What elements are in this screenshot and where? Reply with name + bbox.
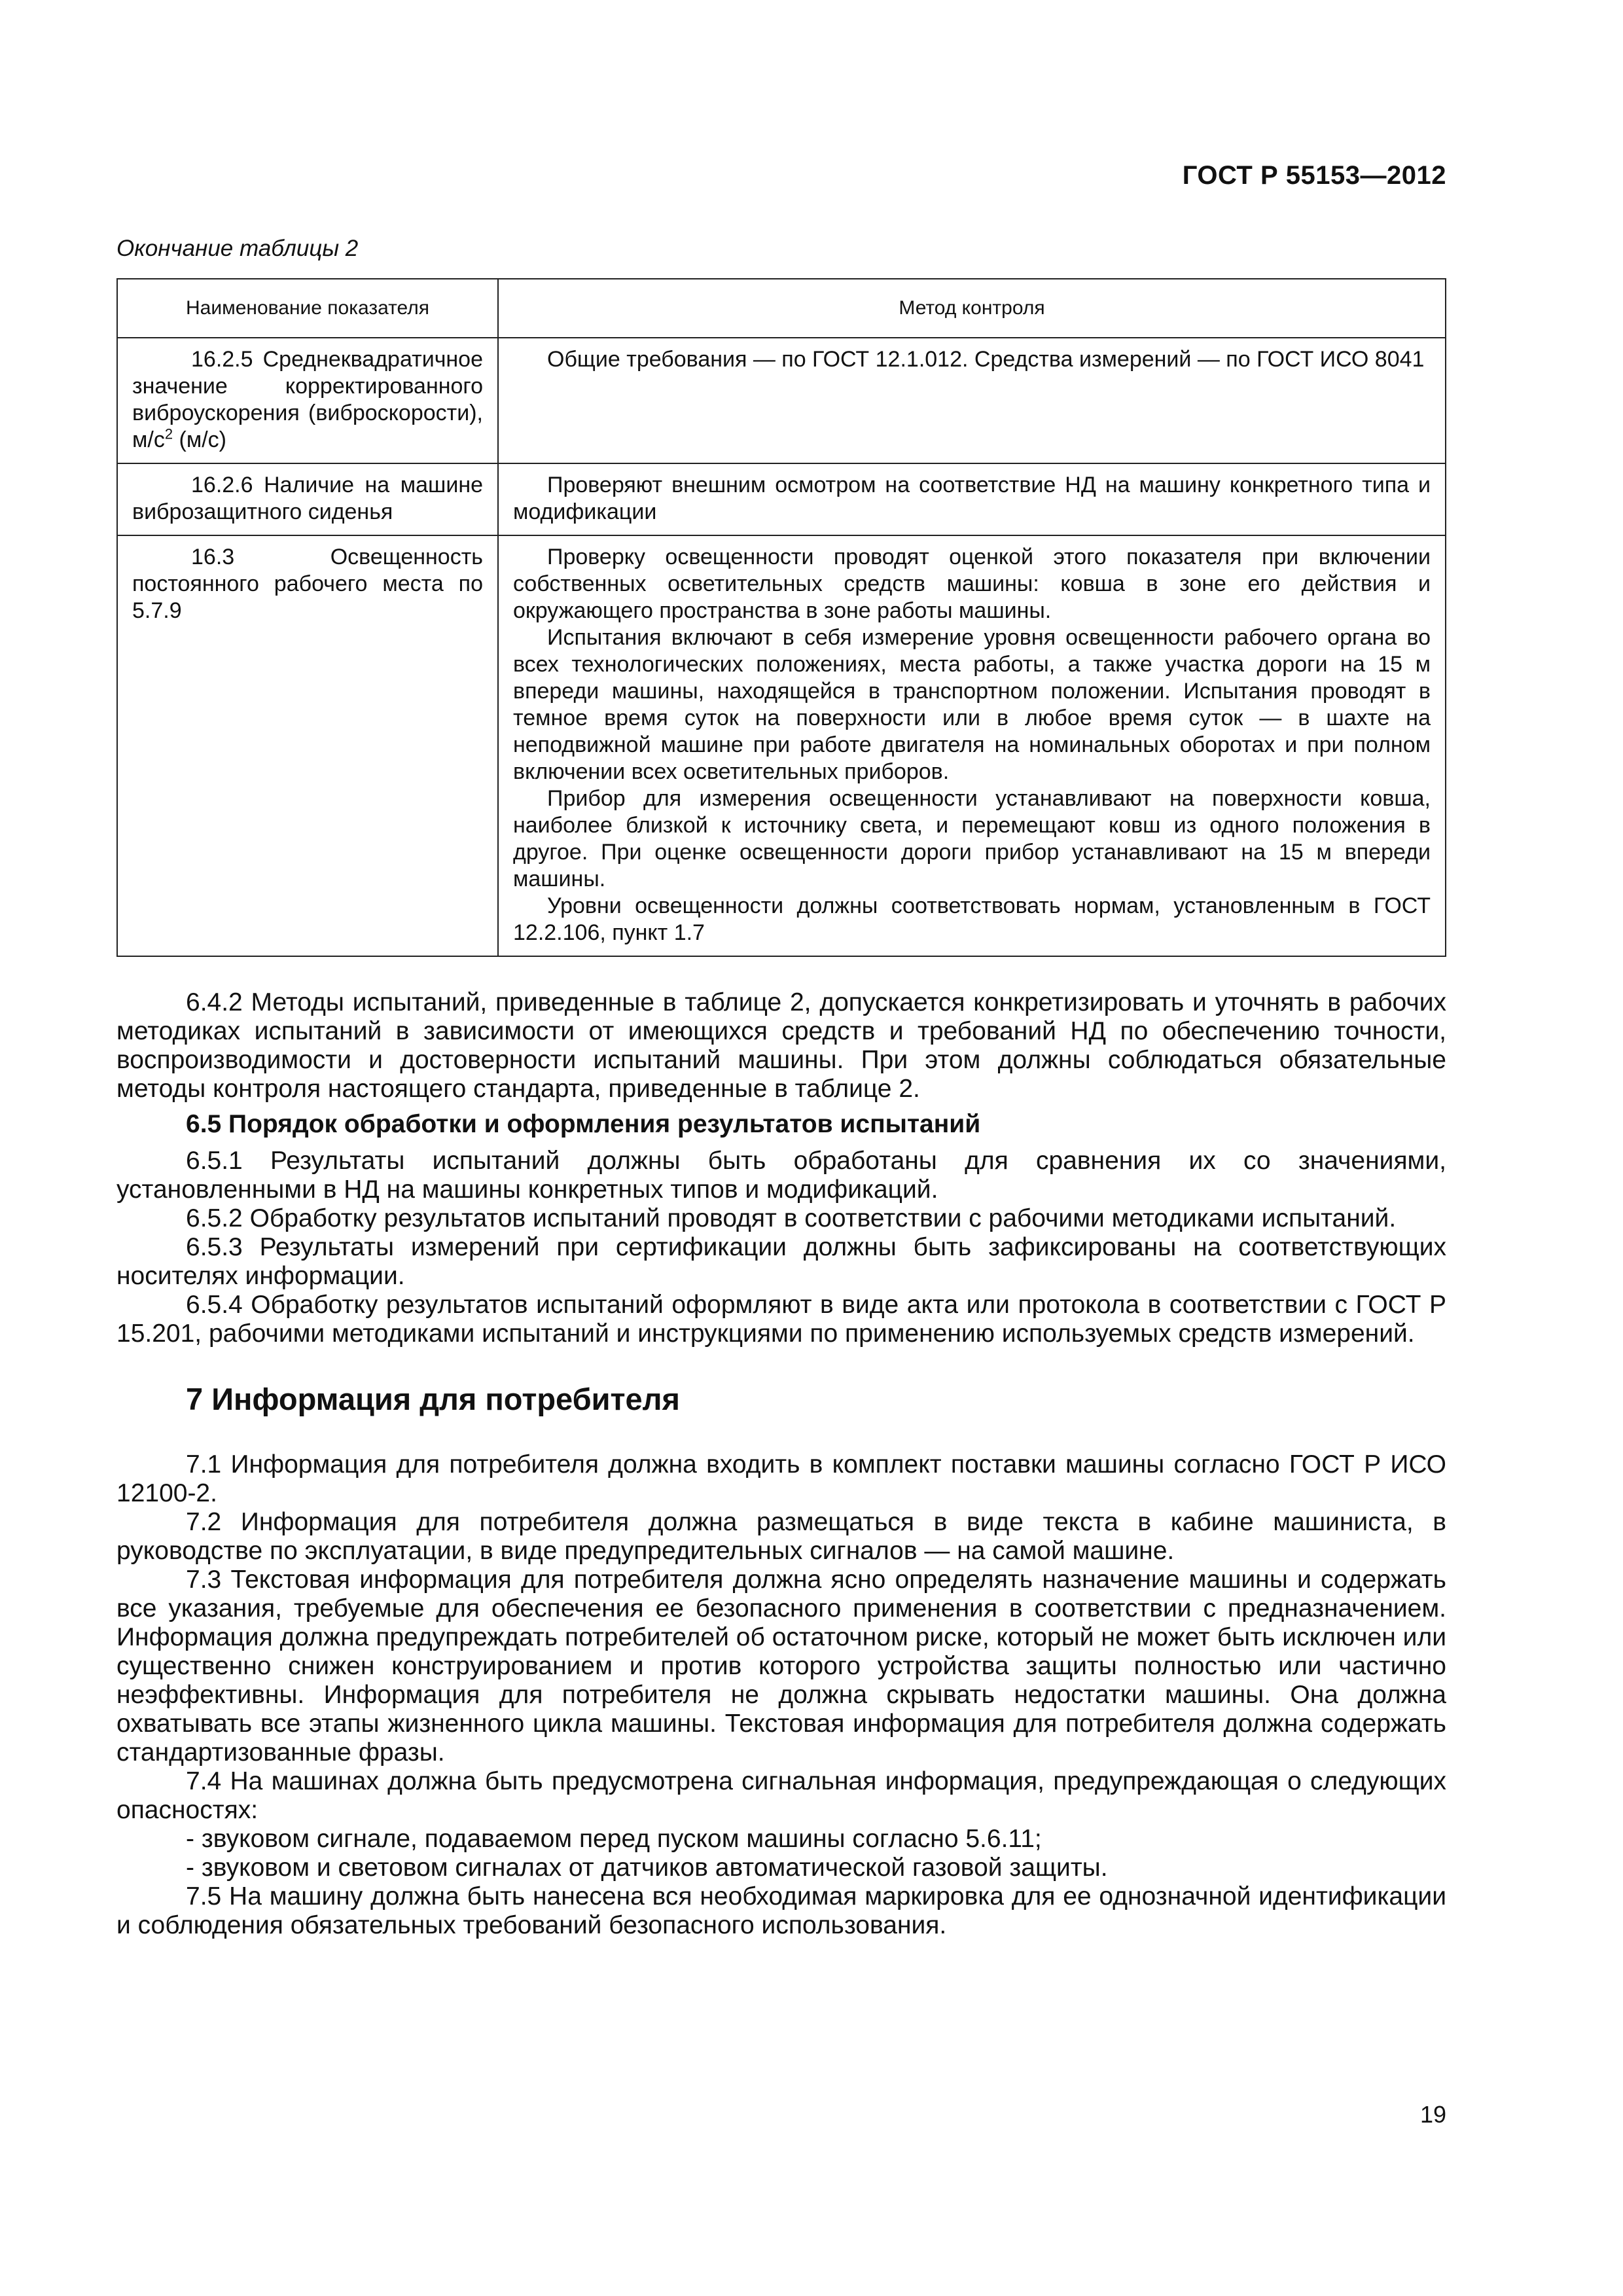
body-text [116, 988, 1446, 1940]
method-paragraph: Прибор для измерения освещенности устанавливают на поверхности ковша, наиболее близкой к источнику света, и перемещают ковш из одного положения в другое. При оценке освещенности дороги прибор устанавливают на 15 м впереди машины. [513, 786, 1431, 891]
paragraph-6-5-2: 6.5.2 Обработку результатов испытаний проводят в соответствии с рабочими методиками испытаний. [186, 1204, 1397, 1232]
paragraph-6-5-3: 6.5.3 Результаты измерений при сертификации должны быть зафиксированы на соответствующих носителях информации. [116, 1233, 1446, 1290]
paragraph-6-5-1: 6.5.1 Результаты испытаний должны быть обработаны для сравнения их со значениями, установленными в НД на машины конкретных типов и модификаций. [116, 1147, 1446, 1204]
paragraph-6-4-2: 6.4.2 Методы испытаний, приведенные в таблице 2, допускается конкретизировать и уточнять в рабочих методиках испытаний в зависимости от имеющихся средств и требований НД по обеспечению точности, воспроизводимости и достоверности испытаний машины. При этом должны соблюдаться обязательные методы контроля настоящего стандарта, приведенные в таблице 2. [116, 988, 1446, 1103]
indicator-cell: 16.2.6 Наличие на машине виброзащитного сиденья [117, 463, 498, 535]
control-methods-table [116, 278, 1446, 957]
method-cell [498, 535, 1446, 956]
method-paragraph: Проверяют внешним осмотром на соответствие НД на машину конкретного типа и модификации [513, 473, 1431, 524]
list-item: - звуковом сигнале, подаваемом перед пуском машины согласно 5.6.11; [186, 1825, 1042, 1853]
paragraph-7-1: 7.1 Информация для потребителя должна входить в комплект поставки машины согласно ГОСТ Р ИСО 12100-2. [116, 1450, 1446, 1507]
table-row [117, 535, 1446, 956]
method-paragraph: Проверку освещенности проводят оценкой этого показателя при включении собственных осветительных средств машины: ковша в зоне его действия и окружающего пространства в зоне работы машины. [513, 545, 1431, 623]
indicator-unit-tail: (м/с) [173, 427, 226, 452]
indicator-text: 16.2.5 Среднеквадратичное значение корректированного виброускорения (виброскорости), м/с [132, 347, 483, 452]
indicator-cell [117, 338, 498, 463]
table-caption: Окончание таблицы 2 [116, 236, 359, 261]
method-paragraph: Уровни освещенности должны соответствовать нормам, установленным в ГОСТ 12.2.106, пункт 1.7 [513, 893, 1431, 945]
list-item: - звуковом и световом сигналах от датчиков автоматической газовой защиты. [186, 1854, 1108, 1882]
table-row [117, 338, 1446, 463]
document-page [116, 0, 1446, 2296]
column-header-method: Метод контроля [498, 279, 1446, 338]
method-paragraph: Общие требования — по ГОСТ 12.1.012. Средства измерений — по ГОСТ ИСО 8041 [547, 347, 1425, 372]
paragraph-7-2: 7.2 Информация для потребителя должна размещаться в виде текста в кабине машиниста, в руководстве по эксплуатации, в виде предупредительных сигналов — на самой машине. [116, 1508, 1446, 1565]
unit-superscript: 2 [164, 425, 173, 442]
paragraph-7-3: 7.3 Текстовая информация для потребителя должна ясно определять назначение машины и содержать все указания, требуемые для обеспечения ее безопасного применения в соответствии с предназначением. Информация должна предупреждать потребителей об остаточном риске, который не может быть исключен или существенно снижен конструированием и против которого устройства защиты полностью или частично неэффективны. Информация для потребителя не должна скрывать недостатки машины. Она должна охватывать все этапы жизненного цикла машины. Текстовая информация для потребителя должна содержать стандартизованные фразы. [116, 1566, 1446, 1767]
table-row [117, 463, 1446, 535]
indicator-cell: 16.3 Освещенность постоянного рабочего места по 5.7.9 [117, 535, 498, 956]
page-number: 19 [1419, 2101, 1446, 2128]
table-header-row [117, 279, 1446, 338]
column-header-indicator: Наименование показателя [117, 279, 498, 338]
section-heading-6-5: 6.5 Порядок обработки и оформления результатов испытаний [186, 1110, 981, 1138]
document-code-header: ГОСТ Р 55153—2012 [1182, 161, 1446, 190]
method-cell [498, 338, 1446, 463]
paragraph-7-4: 7.4 На машинах должна быть предусмотрена сигнальная информация, предупреждающая о следующих опасностях: [116, 1767, 1446, 1824]
method-paragraph: Испытания включают в себя измерение уровня освещенности рабочего органа во всех технологических положениях, места работы, а также участка дороги на 15 м впереди машины, находящейся в транспортном положении. Испытания проводят в темное время суток на поверхности или в любое время суток — в шахте на неподвижной машине при работе двигателя на номинальных оборотах и при полном включении всех осветительных приборов. [513, 625, 1431, 784]
method-cell [498, 463, 1446, 535]
section-heading-7: 7 Информация для потребителя [186, 1382, 680, 1416]
paragraph-6-5-4: 6.5.4 Обработку результатов испытаний оформляют в виде акта или протокола в соответствии с ГОСТ Р 15.201, рабочими методиками испытаний и инструкциями по применению используемых средств измерений. [116, 1291, 1446, 1348]
paragraph-7-5: 7.5 На машину должна быть нанесена вся необходимая маркировка для ее однозначной идентификации и соблюдения обязательных требований безопасного использования. [116, 1882, 1446, 1939]
